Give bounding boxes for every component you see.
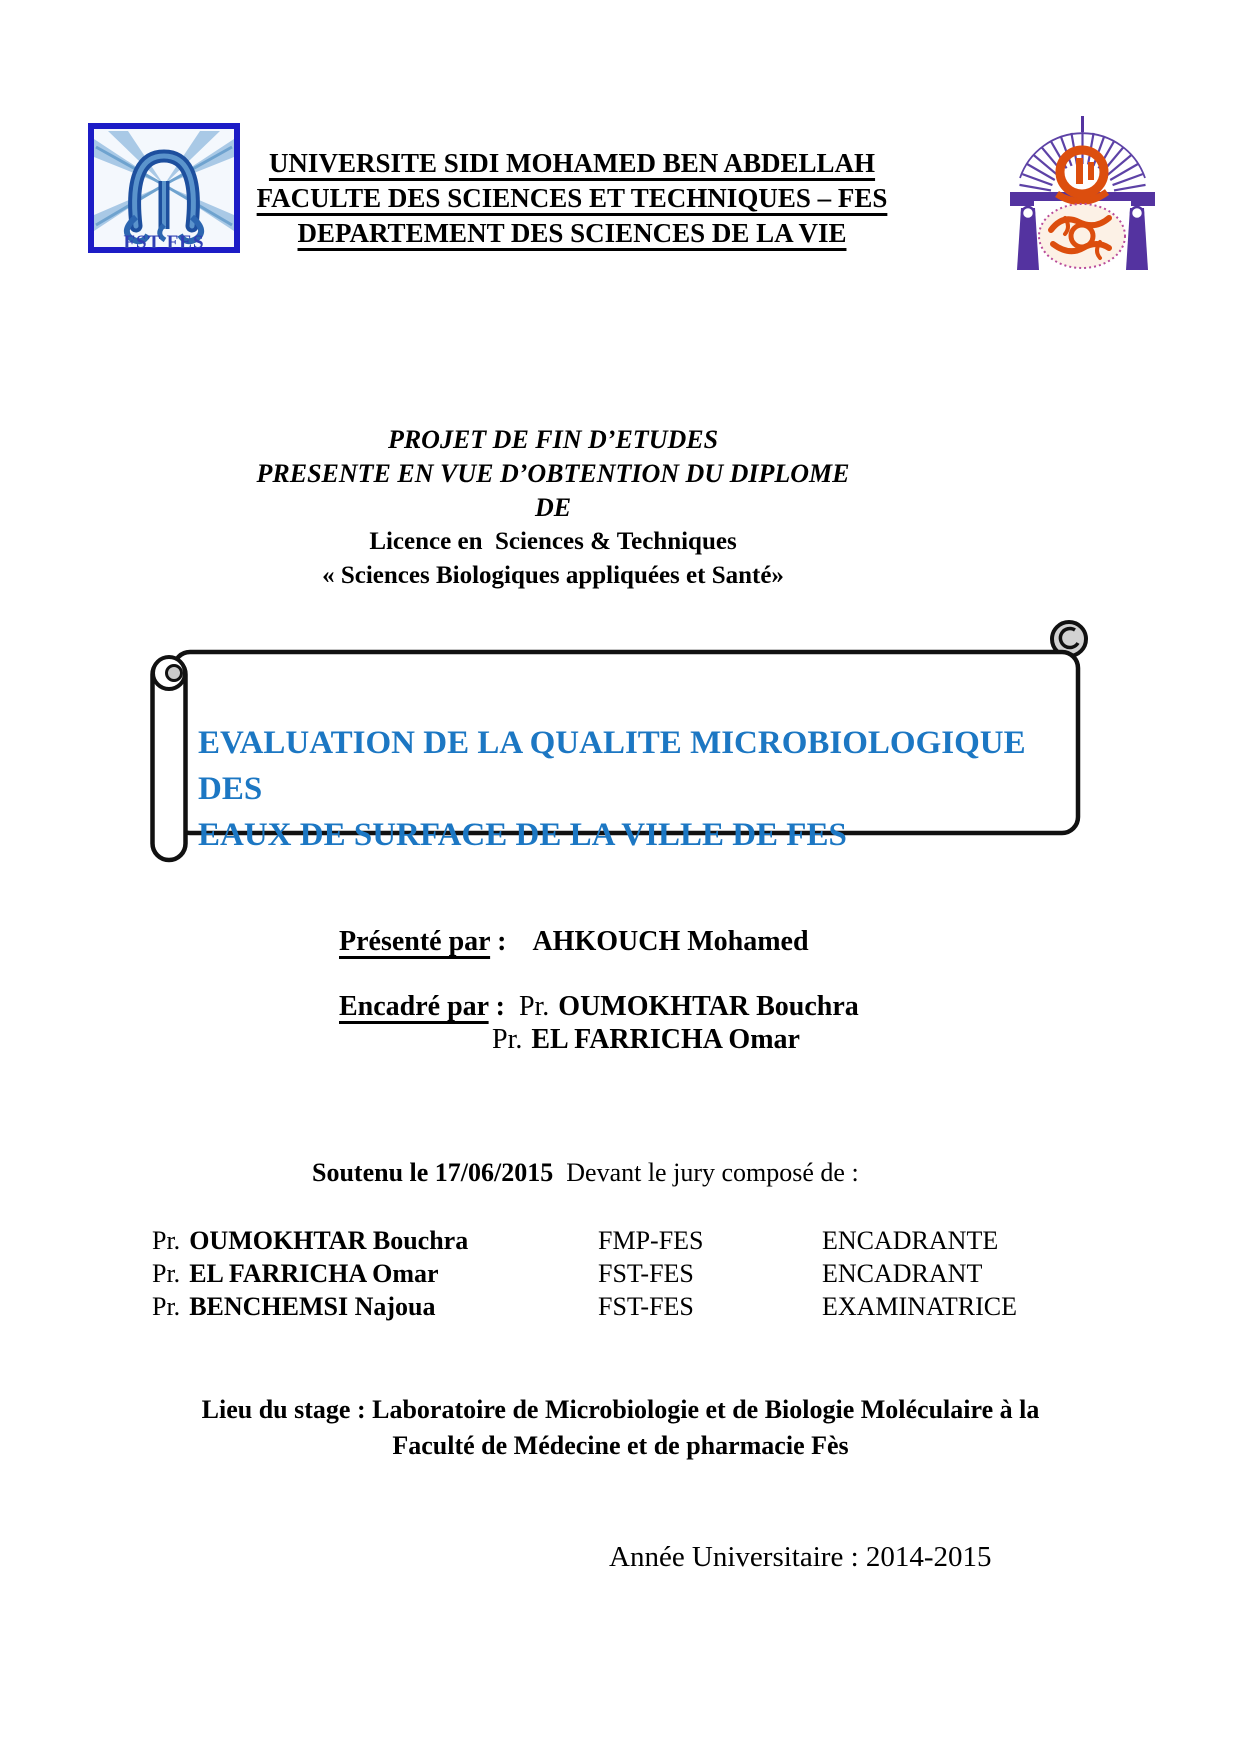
internship-line1: Lieu du stage : Laboratoire de Microbiologie et de Biologie Moléculaire à la — [201, 1395, 1040, 1424]
defense-line — [312, 1158, 859, 1188]
supervisor-2 — [492, 1023, 800, 1057]
emblem-torch-left — [1022, 207, 1034, 219]
presented-by-label: Présenté par — [339, 926, 491, 957]
internship-line2: Faculté de Médecine et de pharmacie Fès — [392, 1431, 849, 1460]
jury-row — [152, 1224, 1132, 1257]
supervisor-1-title: Pr. — [518, 991, 550, 1022]
jury-table — [152, 1224, 1132, 1323]
supervisor-1 — [519, 991, 859, 1022]
jury-member-name: Pr. BENCHEMSI Najoua — [152, 1292, 436, 1321]
emblem-torch-right — [1131, 207, 1143, 219]
faculty-name: FACULTE DES SCIENCES ET TECHNIQUES – FES — [256, 183, 888, 213]
jury-member-role: ENCADRANTE — [822, 1226, 999, 1255]
supervisor-1-name: OUMOKHTAR Bouchra — [558, 991, 859, 1022]
scroll-left-curl-spiral — [167, 666, 182, 681]
emblem-medallion — [1039, 204, 1125, 268]
supervisor-2-name: EL FARRICHA Omar — [531, 1024, 800, 1055]
jury-member-name: Pr. EL FARRICHA Omar — [152, 1259, 439, 1288]
jury-member-affiliation: FMP-FES — [598, 1226, 704, 1255]
jury-member-affiliation: FST-FES — [598, 1292, 694, 1321]
presented-by-row — [339, 925, 809, 959]
diploma-line-de: DE — [534, 493, 572, 522]
diploma-line-specialite: « Sciences Biologiques appliquées et Santé» — [322, 562, 784, 589]
supervisor-2-title: Pr. — [492, 1024, 523, 1055]
jury-member-affiliation: FST-FES — [598, 1259, 694, 1288]
fst-logo-caption: FST FES — [123, 232, 205, 253]
jury-intro: Devant le jury composé de : — [553, 1158, 859, 1187]
university-name: UNIVERSITE SIDI MOHAMED BEN ABDELLAH — [268, 148, 876, 178]
defense-date: Soutenu le 17/06/2015 — [312, 1158, 554, 1187]
thesis-title-line2: EAUX DE SURFACE DE LA VILLE DE FES — [198, 817, 847, 853]
thesis-title — [198, 720, 1068, 858]
thesis-title-line1: EVALUATION DE LA QUALITE MICROBIOLOGIQUE DES — [198, 725, 1026, 807]
academic-year: Année Universitaire : 2014-2015 — [609, 1541, 992, 1573]
diploma-statement — [0, 423, 1106, 593]
institution-header — [222, 146, 922, 251]
supervised-by-label: Encadré par — [339, 991, 489, 1022]
jury-member-name: Pr. OUMOKHTAR Bouchra — [152, 1226, 469, 1255]
supervised-by-colon: : — [488, 991, 505, 1022]
diploma-line-presente: PRESENTE EN VUE D’OBTENTION DU DIPLOME — [256, 459, 850, 488]
fst-fes-logo — [88, 123, 240, 253]
diploma-line-licence: Licence en Sciences & Techniques — [369, 528, 737, 555]
jury-member-role: EXAMINATRICE — [822, 1292, 1017, 1321]
jury-row — [152, 1290, 1132, 1323]
usmba-emblem — [1005, 112, 1160, 275]
jury-row — [152, 1257, 1132, 1290]
supervised-by-row — [339, 990, 859, 1024]
internship-location — [130, 1392, 1111, 1464]
department-name: DEPARTEMENT DES SCIENCES DE LA VIE — [297, 218, 847, 248]
jury-member-role: ENCADRANT — [822, 1259, 983, 1288]
diploma-line-projet: PROJET DE FIN D’ETUDES — [387, 425, 719, 454]
presented-by-colon: : — [490, 926, 507, 957]
author-name: AHKOUCH Mohamed — [532, 926, 809, 957]
